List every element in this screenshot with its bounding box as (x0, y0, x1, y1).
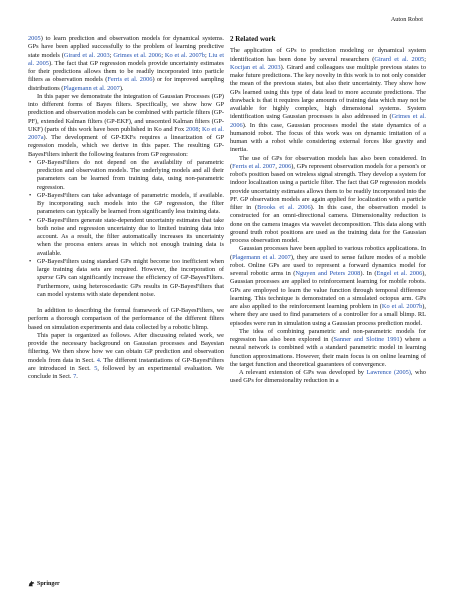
list-item: • GP-BayesFilters do not depend on the availability of parametric prediction and observation models. The underlying models and all their parameters can be learned from training data, using non-parametric regression. (37, 159, 224, 192)
citation-link[interactable]: 2006 (278, 162, 292, 170)
citation-link[interactable]: Nguyen and Peters 2008 (295, 270, 361, 277)
paragraph (230, 369, 426, 386)
text: ). In this case, Gaussian processes model the state dynamics of a humanoid robot. The focus of this work was on dynamic imitation of a human with a robot while considering external forces like gravity and inertia. (230, 121, 426, 154)
springer-horse-icon (28, 580, 35, 587)
text: ), GPs represent observation models for a person's or robot's position based on wireless signal strength. They develop a system for indoor localization using a particle filter. The fact that GP regression models provide uncertainty estimates allows them to be readily incorporated into the PF. GP observation models are again applied for localization with a particle filter in ( (230, 162, 426, 211)
citation-link[interactable]: Ko et al. 2007b (164, 51, 205, 59)
text: The idea of combining parametric and non-parametric models for regression has also been explored in ( (230, 327, 426, 343)
running-head: Auton Robot (390, 16, 423, 23)
text: This paper is organized as follows. After discussing related work, we provide the necessary background on Gaussian processes and Bayesian filtering. We then show how we can obtain GP prediction and observation models from data in Sect. (28, 331, 224, 364)
text: ; (424, 55, 426, 63)
paragraph: In addition to describing the formal framework of GP-BayesFilters, we perform a thorough comparison of the performance of the different filters based on simulation experiments and data collected by a robotic blimp. (28, 307, 224, 331)
publisher-name: Springer (37, 580, 60, 587)
text: ). Girard and colleagues use multiple previous states to make future predictions. The key novelty in this work is to not only consider the mean of the previous states, but also their uncertainty. They show how GPs learned using this type of data lead to more accurate predictions. The drawback is that it requires large amounts of training data which may not be available for highly complex, high dimensional systems. System identification using Gaussian processes is also addressed in ( (230, 63, 426, 121)
text: ) where a neural network is combined with a standard parametric model in learning function approximations. However, their main focus is on online learning of the target function and theoretical guarantees of convergence. (230, 336, 426, 368)
text: GPs can significantly increase the efficiency of GP-BayesFilters. Furthermore, using heteroscedastic GPs results in GP-BayesFilters that can model systems with state dependent noise. (37, 274, 224, 298)
text: . The different instantiations of GP-BayesFilters are introduced in Sect. (28, 356, 224, 372)
paragraph (28, 332, 224, 382)
list-item: • GP-BayesFilters can take advantage of parametric models, if available. By incorporating such models into the GP regression, the filter parameters can typically be learned from significantly less training data. (37, 192, 224, 217)
citation-link[interactable]: 2008 (185, 125, 199, 133)
paragraph (230, 47, 426, 154)
citation-link[interactable]: Ferris et al. 2007 (232, 162, 276, 170)
text: . (76, 373, 78, 380)
emphasis: sparse (37, 274, 54, 282)
text: In this paper we demonstrate the integration of Gaussian Processes (GP) into different forms of Bayes filters. Specifically, we show how GP prediction and observation models can be combined with particle filters (GP-PF), extended Kalman filters (GP-EKF), and unscented Kalman filters (GP-UKF) (parts of this work have been published in Ko and Fox (28, 92, 224, 133)
section-heading: 2 Related work (230, 35, 276, 43)
section-link[interactable]: 7 (73, 373, 77, 380)
left-column (28, 35, 224, 381)
section-link[interactable]: 4 (96, 356, 100, 364)
paragraph (230, 328, 426, 369)
text: ; (204, 51, 209, 59)
citation-link[interactable]: Grimes et al. 2006 (113, 51, 162, 59)
text: ). The development of GP-EKFs requires a linearization of GP regression models, which we derive in this paper. The resulting GP-BayesFilters inherit the following features from GP regression: (28, 134, 224, 158)
paragraph (28, 35, 224, 93)
citation-link[interactable]: Grimes et al. 2006 (230, 113, 426, 129)
text: ). (119, 84, 124, 92)
paragraph (230, 155, 426, 246)
citation-link[interactable]: Kocijan et al. 2003 (230, 63, 281, 71)
paragraph (28, 93, 224, 159)
text: ). In ( (360, 270, 377, 277)
citation-link[interactable]: Plagemann et al. 2007 (63, 84, 120, 92)
citation-link[interactable]: 2005 (28, 35, 41, 42)
text: ; (161, 51, 165, 59)
citation-link[interactable]: Plagemann et al. 2007 (232, 253, 291, 261)
text: ; (198, 125, 203, 133)
text: ) or for improved sampling distributions ( (28, 76, 224, 92)
list-item (37, 258, 224, 299)
citation-link[interactable]: Ko et al. 2007a (28, 125, 224, 141)
text: ), Gaussian processes are applied to reinforcement learning for mobile robots. GPs are employed to learn the value function through temporal difference learning. This technique is demonstrated on a simulated octopus arm. GPs are also applied to the reinforcement learning problem in ( (230, 270, 426, 310)
citation-link[interactable]: Girard et al. 2003 (63, 51, 110, 59)
text: ), they are used to sense failure modes of a mobile robot. Online GPs are used to represent a forward dynamics model for several robotic arms in ( (230, 253, 426, 277)
text: The use of GPs for observation models has also been considered. In ( (230, 154, 426, 170)
citation-link[interactable]: Brooks et al. 2006 (257, 204, 311, 211)
citation-link[interactable]: Sanner and Slotine 1991 (333, 336, 400, 343)
section-link[interactable]: 5 (94, 364, 98, 372)
citation-link[interactable]: Engel et al. 2006 (376, 270, 423, 277)
spacer (28, 299, 224, 307)
list-item: • GP-BayesFilters generate state-dependent uncertainty estimates that take both noise and regression uncertainty due to limited training data into account. As a result, the filter automatically increases its uncertainty when the process enters areas in which not enough training data is available. (37, 217, 224, 258)
citation-link[interactable]: Ferris et al. 2006 (107, 76, 153, 84)
text: A relevant extension of GPs was developed by (239, 369, 367, 376)
text: , (275, 162, 279, 170)
text: ). The fact that GP regression models provide uncertainty estimates for their predictions allows them to be readily incorporated into particle filters as observation models ( (28, 59, 224, 84)
citation-link[interactable]: Ko et al. 2007b (381, 303, 423, 310)
text: The application of GPs to prediction modeling or dynamical system identification has been done by several researchers ( (230, 47, 426, 63)
text: ). In this case, the observation model is constructed for an omni-directional camera. Dimensionality reduction is done on the camera images via wavelet decomposition. This data along with ground truth robot positions are used as the training data for the Gaussian process observation model. (230, 204, 426, 244)
citation-link[interactable]: Lawrence (2005) (366, 369, 411, 376)
text: Gaussian processes have been applied to various robotics applications. In ( (230, 245, 426, 261)
publisher-logo (28, 580, 60, 587)
text: ; (109, 51, 114, 59)
feature-list (28, 159, 224, 299)
right-column (230, 35, 426, 386)
text: ), where they are used to find parameters of a controller for a small blimp. RL episodes were run in simulation using a Gaussian process prediction model. (230, 303, 426, 327)
citation-link[interactable]: Girard et al. 2005 (374, 55, 425, 63)
text: , who used GPs for dimensionality reduction in a (230, 369, 426, 385)
text: , followed by an experimental evaluation. We conclude in Sect. (28, 364, 224, 380)
text: ) to learn prediction and observation models for dynamical systems. GPs have been applied successfully to the problem of learning predictive state models ( (28, 35, 224, 59)
paragraph (230, 245, 426, 328)
citation-link[interactable]: Liu et al. 2005 (28, 51, 224, 67)
text: GP-BayesFilters using standard GPs might become too inefficient when large training data sets are required. However, the incorporation of (37, 257, 224, 273)
